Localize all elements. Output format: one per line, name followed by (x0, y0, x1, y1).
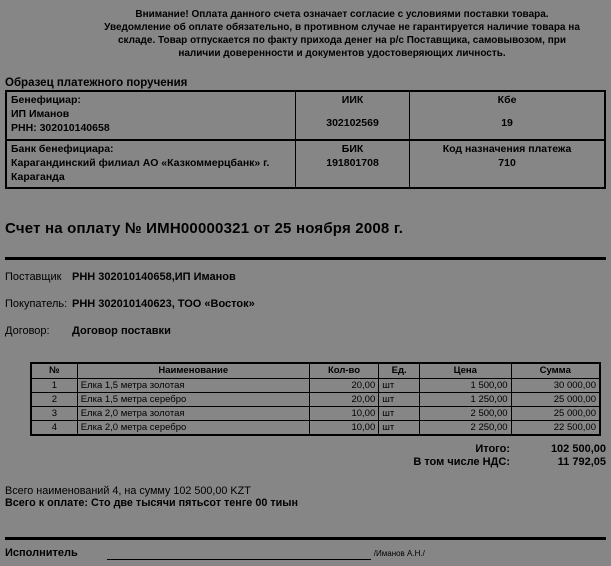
item-price: 1 250,00 (420, 393, 511, 407)
top-divider-rule (5, 257, 606, 260)
footer-section (5, 547, 606, 560)
buyer-value: РНН 302010140623, ТОО «Восток» (72, 298, 255, 310)
summary-line: Всего наименований 4, на сумму 102 500,00 KZT (5, 485, 251, 497)
iik-value: 302102569 (326, 117, 379, 129)
payment-order-table (5, 90, 606, 189)
sum-column-header: Сумма (511, 363, 600, 379)
unit-column-header: Ед. (379, 363, 420, 379)
summary-section (5, 485, 606, 509)
vat-row (5, 456, 606, 469)
bik-value: 191801708 (326, 157, 379, 169)
item-quantity: 20,00 (309, 393, 378, 407)
item-number: 4 (31, 421, 77, 436)
beneficiary-name: ИП Иманов (11, 108, 70, 120)
iik-cell (295, 91, 409, 140)
payment-code-value: 710 (498, 157, 516, 169)
item-name: Елка 2,0 метра золотая (77, 407, 309, 421)
supplier-label: Поставщик (5, 271, 62, 283)
table-row (31, 379, 600, 393)
kbe-cell (410, 91, 605, 140)
contract-label: Договор: (5, 325, 50, 337)
beneficiary-cell (6, 91, 295, 140)
item-number: 3 (31, 407, 77, 421)
table-row (31, 393, 600, 407)
buyer-label: Покупатель: (5, 298, 68, 310)
kbe-header: Кбе (497, 94, 517, 106)
payment-code-cell (410, 140, 605, 188)
parties-section (5, 271, 606, 338)
buyer-row (5, 298, 606, 311)
table-row (31, 407, 600, 421)
item-number: 1 (31, 379, 77, 393)
vat-label: В том числе НДС: (413, 456, 510, 468)
invoice-title: Счет на оплату № ИМН00000321 от 25 ноября 2008 г. (5, 220, 404, 237)
signature-line (107, 547, 371, 560)
bank-name: Карагандинский филиал АО «Казкоммерцбанк» г. Караганда (11, 157, 270, 183)
beneficiary-label: Бенефициар: (11, 94, 81, 106)
executor-signature: /Иманов А.Н./ (373, 549, 425, 558)
item-quantity: 10,00 (309, 421, 378, 436)
items-table (30, 362, 601, 436)
kbe-value: 19 (501, 117, 513, 129)
item-price: 2 500,00 (420, 407, 511, 421)
item-name: Елка 2,0 метра серебро (77, 421, 309, 436)
item-name: Елка 1,5 метра золотая (77, 379, 309, 393)
item-quantity: 10,00 (309, 407, 378, 421)
bank-cell (6, 140, 295, 188)
total-value: 102 500,00 (550, 443, 606, 455)
item-unit: шт (379, 393, 420, 407)
payment-code-header: Код назначения платежа (442, 143, 572, 155)
bik-cell (295, 140, 409, 188)
warning-text: Внимание! Оплата данного счета означает согласие с условиями поставки товара. Уведомление об оплате обязательно, в противном случае не гарантируется наличие товара на складе. Товар отпускается по факту прихода денег на р/с Поставщика, самовывозом, при наличии доверенности и документов удостоверяющих личность. (104, 9, 580, 59)
vat-value: 11 792,05 (557, 456, 606, 468)
item-sum: 22 500,00 (511, 421, 600, 436)
payment-order-title: Образец платежного поручения (5, 77, 188, 89)
totals-section (5, 443, 606, 469)
beneficiary-row (6, 91, 605, 140)
bank-label: Банк бенефициара: (11, 143, 114, 155)
bank-row (6, 140, 605, 188)
number-column-header: № (31, 363, 77, 379)
beneficiary-rnn: РНН: 302010140658 (11, 122, 110, 134)
item-unit: шт (379, 379, 420, 393)
supplier-row (5, 271, 606, 284)
item-unit: шт (379, 407, 420, 421)
item-price: 1 500,00 (420, 379, 511, 393)
price-column-header: Цена (420, 363, 511, 379)
bottom-divider-rule (5, 537, 606, 540)
contract-row (5, 325, 606, 338)
table-row (31, 421, 600, 436)
item-sum: 30 000,00 (511, 379, 600, 393)
total-row (5, 443, 606, 456)
item-number: 2 (31, 393, 77, 407)
name-column-header: Наименование (77, 363, 309, 379)
amount-in-words: Всего к оплате: Сто две тысячи пятьсот тенге 00 тиын (5, 497, 298, 509)
total-label: Итого: (475, 443, 510, 455)
item-unit: шт (379, 421, 420, 436)
iik-header: ИИК (341, 94, 364, 106)
executor-label: Исполнитель (5, 547, 78, 559)
quantity-column-header: Кол-во (309, 363, 378, 379)
contract-value: Договор поставки (72, 325, 171, 337)
item-quantity: 20,00 (309, 379, 378, 393)
bik-header: БИК (341, 143, 364, 155)
supplier-value: РНН 302010140658,ИП Иманов (72, 271, 236, 283)
item-sum: 25 000,00 (511, 407, 600, 421)
item-name: Елка 1,5 метра серебро (77, 393, 309, 407)
items-header-row (31, 363, 600, 379)
item-price: 2 250,00 (420, 421, 511, 436)
item-sum: 25 000,00 (511, 393, 600, 407)
